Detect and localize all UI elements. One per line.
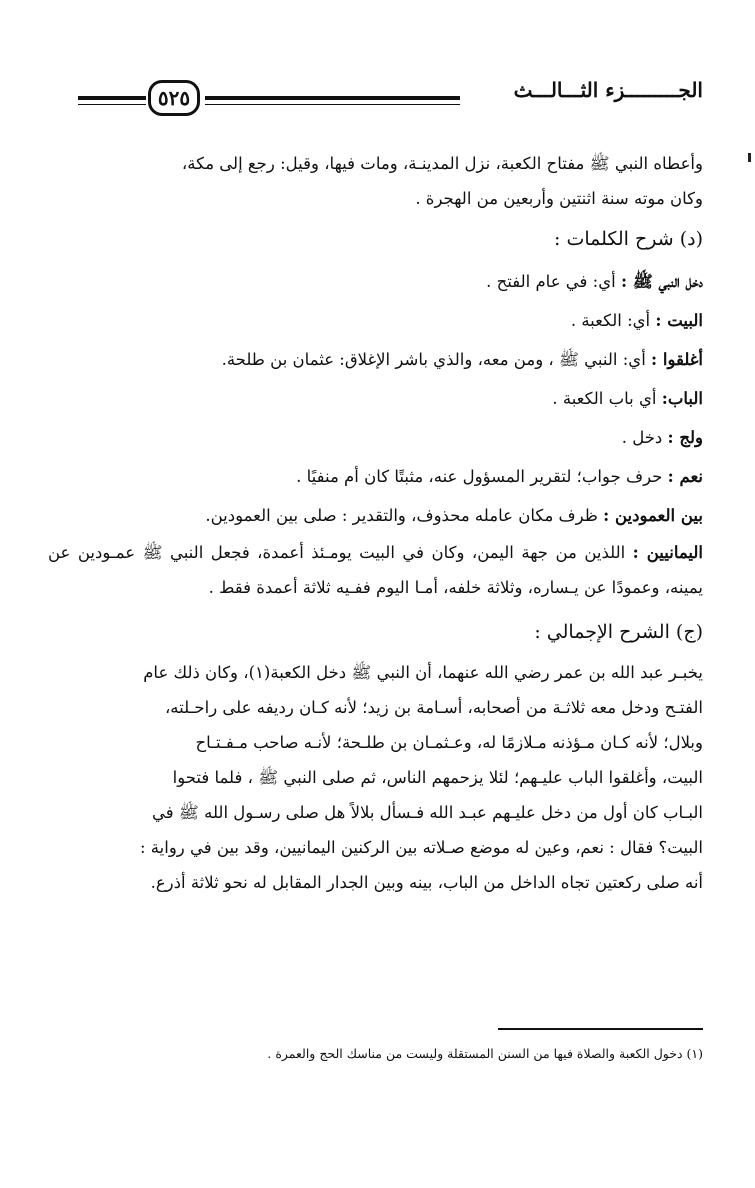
page-body [48, 146, 703, 900]
summary-line: البـاب كان أول من دخل عليـهم عبـد الله فـسأل بلالاً هل صلى رسـول الله ﷺ في [152, 803, 703, 822]
term-definition: أي: الكعبة . [570, 311, 651, 330]
page-number: ٥٢٥ [148, 80, 200, 116]
summary-line: وبلال؛ لأنه كـان مـؤذنه مـلازمًا له، وعـثمـان بن طلـحة؛ لأنـه صاحب مـفـتـاح [195, 733, 703, 752]
term-label: اليمانيين : [632, 543, 703, 562]
term-label: دخل النبي ﷺ : [620, 272, 703, 291]
running-title: الجـــــــــزء الثـــالـــث [513, 78, 703, 102]
term-entry [48, 457, 703, 496]
header-rule-left-thin [78, 104, 146, 105]
term-definition: ظرف مكان عامله محذوف، والتقدير : صلى بين العمودين. [205, 506, 598, 525]
footnote-separator [498, 1028, 703, 1030]
term-entry [48, 418, 703, 457]
section-heading-vocabulary: (د) شرح الكلمات : [554, 228, 703, 250]
term-label: بين العمودين : [603, 506, 703, 525]
term-definition: أي باب الكعبة . [552, 389, 657, 408]
term-label: البيت : [655, 311, 703, 330]
term-label: نعم : [667, 467, 703, 486]
intro-line-2: وكان موته سنة اثنتين وأربعين من الهجرة . [415, 189, 703, 208]
header-rule-left-thick [78, 96, 146, 100]
summary-line: يخبـر عبد الله بن عمر رضي الله عنهما، أن النبي ﷺ دخل الكعبة(١)، وكان ذلك عام [143, 663, 703, 682]
footnote: (١) دخول الكعبة والصلاة فيها من السنن المستقلة وليست من مناسك الحج والعمرة . [267, 1046, 703, 1061]
header-rule-thick [205, 96, 460, 100]
term-label: أغلقوا : [651, 350, 703, 369]
intro-line-1: وأعطاه النبي ﷺ مفتاح الكعبة، نزل المدينـة، ومات فيها، وقيل: رجع إلى مكة، [181, 154, 703, 173]
section-heading-summary: (ج) الشرح الإجمالي : [534, 621, 703, 643]
term-definition: أي: النبي ﷺ ، ومن معه، والذي باشر الإغلاق: عثمان بن طلحة. [221, 350, 646, 369]
term-definition: حرف جواب؛ لتقرير المسؤول عنه، مثبتًا كان أم منفيًا . [296, 467, 663, 486]
term-entry [48, 535, 703, 605]
term-entry [48, 340, 703, 379]
summary-line: الفتـح ودخل معه ثلاثـة من أصحابه، أسـامة بن زيد؛ لأنه كـان رديفه على راحـلته، [164, 698, 703, 717]
term-entry [48, 496, 703, 535]
term-definition: دخل . [621, 428, 663, 447]
summary-line: البيت؟ فقال : نعم، وعين له موضع صـلاته بين الركنين اليمانيين، وقد بين في رواية : [140, 838, 703, 857]
term-label: الباب: [661, 389, 703, 408]
term-definition: أي: في عام الفتح . [486, 272, 616, 291]
header-rule-thin [205, 104, 460, 105]
margin-mark [748, 153, 751, 162]
term-label: ولج : [667, 428, 703, 447]
summary-line: البيت، وأغلقوا الباب عليـهم؛ لئلا يزحمهم الناس، ثم صلى النبي ﷺ ، فلما فتحوا [172, 768, 703, 787]
page-header [0, 78, 755, 128]
term-entry [48, 262, 703, 301]
term-definition: اللذين من جهة اليمن، وكان في البيت يومـئذ أعمدة، فجعل النبي ﷺ عمـودين عن يمينه، وعمودًا عن يـساره، وثلاثة خلفه، أمـا اليوم ففـيه ثلاثة أعمدة فقط . [48, 543, 703, 597]
term-entry [48, 301, 703, 340]
summary-line: أنه صلى ركعتين تجاه الداخل من الباب، بينه وبين الجدار المقابل له نحو ثلاثة أذرع. [150, 873, 703, 892]
term-entry [48, 379, 703, 418]
